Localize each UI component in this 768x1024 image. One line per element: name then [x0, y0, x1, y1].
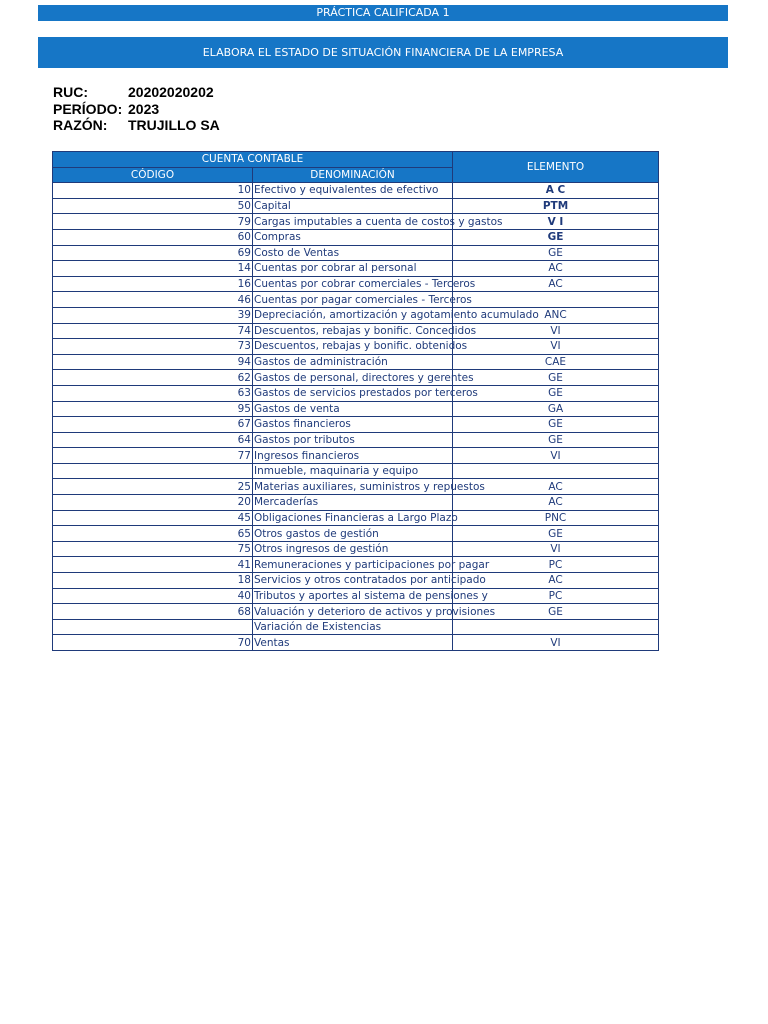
denominacion-cell[interactable]: Obligaciones Financieras a Largo Plazo [254, 511, 458, 524]
elemento-cell[interactable]: AC [453, 261, 659, 277]
table-row[interactable] [53, 370, 659, 386]
table-row[interactable] [53, 354, 659, 370]
ruc-row [53, 84, 220, 101]
codigo-cell[interactable]: 75 [53, 541, 253, 557]
periodo-row [53, 101, 220, 118]
elemento-cell[interactable]: CAE [453, 354, 659, 370]
denominacion-cell[interactable]: Gastos de personal, directores y gerentes [254, 371, 474, 384]
table-row[interactable] [53, 292, 659, 308]
codigo-cell[interactable]: 16 [53, 276, 253, 292]
denominacion-cell[interactable]: Cuentas por cobrar al personal [253, 261, 453, 277]
elemento-cell[interactable]: AC [453, 479, 659, 495]
codigo-cell[interactable]: 20 [53, 495, 253, 511]
denominacion-cell[interactable]: Gastos de venta [253, 401, 453, 417]
elemento-cell[interactable]: PC [453, 557, 659, 573]
denominacion-cell[interactable]: Otros gastos de gestión [253, 526, 453, 542]
codigo-cell[interactable]: 73 [53, 339, 253, 355]
cuenta-contable-header: CUENTA CONTABLE [53, 152, 453, 168]
codigo-cell[interactable]: 77 [53, 448, 253, 464]
table-row[interactable] [53, 541, 659, 557]
denominacion-cell[interactable]: Mercaderías [253, 495, 453, 511]
elemento-cell[interactable]: GE [453, 526, 659, 542]
ruc-label: RUC: [53, 84, 88, 100]
codigo-cell[interactable]: 79 [53, 214, 253, 230]
elemento-cell[interactable]: A C [453, 183, 659, 199]
denominacion-cell[interactable]: Cuentas por pagar comerciales - Terceros [254, 293, 472, 306]
table-row[interactable] [53, 229, 659, 245]
denominacion-cell[interactable]: Otros ingresos de gestión [253, 541, 453, 557]
denominacion-cell[interactable]: Gastos de servicios prestados por terceros [254, 387, 478, 400]
codigo-cell[interactable]: 40 [53, 588, 253, 604]
codigo-cell[interactable]: 45 [53, 510, 253, 526]
table-row[interactable] [53, 635, 659, 651]
denominacion-cell[interactable]: Ingresos financieros [253, 448, 453, 464]
table-row[interactable] [53, 417, 659, 433]
elemento-cell[interactable]: AC [453, 573, 659, 589]
codigo-cell[interactable]: 50 [53, 198, 253, 214]
elemento-cell[interactable]: GE [453, 417, 659, 433]
denominacion-cell[interactable]: Inmueble, maquinaria y equipo [253, 463, 453, 479]
periodo-label: PERÍODO: [53, 100, 123, 117]
denominacion-header: DENOMINACIÓN [253, 167, 453, 183]
codigo-cell[interactable]: 60 [53, 229, 253, 245]
table-row[interactable] [53, 510, 659, 526]
elemento-cell[interactable]: GE [453, 385, 659, 401]
elemento-header: ELEMENTO [453, 152, 659, 183]
elemento-cell[interactable]: VI [453, 323, 659, 339]
codigo-cell[interactable]: 94 [53, 354, 253, 370]
elemento-cell[interactable]: AC [453, 276, 659, 292]
elemento-cell[interactable]: GE [453, 245, 659, 261]
razon-value: TRUJILLO SA [128, 117, 220, 133]
denominacion-cell[interactable]: Cargas imputables a cuenta de costos y gastos [254, 215, 503, 228]
denominacion-cell[interactable]: Remuneraciones y participaciones por pagar [254, 558, 490, 571]
elemento-cell[interactable]: VI [453, 339, 659, 355]
denominacion-cell[interactable]: Materias auxiliares, suministros y repuestos [254, 480, 485, 493]
elemento-cell[interactable]: PTM [453, 198, 659, 214]
accounts-table [52, 151, 659, 651]
table-row[interactable] [53, 573, 659, 589]
table-row[interactable] [53, 619, 659, 635]
codigo-cell[interactable] [53, 463, 253, 479]
table-row[interactable] [53, 261, 659, 277]
table-row[interactable] [53, 604, 659, 620]
codigo-cell[interactable] [53, 619, 253, 635]
table-row[interactable] [53, 245, 659, 261]
codigo-cell[interactable]: 65 [53, 526, 253, 542]
elemento-cell[interactable]: GE [453, 370, 659, 386]
table-row[interactable] [53, 448, 659, 464]
denominacion-cell[interactable]: Efectivo y equivalentes de efectivo [253, 183, 453, 199]
elemento-cell[interactable]: GA [453, 401, 659, 417]
codigo-cell[interactable]: 10 [53, 183, 253, 199]
denominacion-cell[interactable]: Servicios y otros contratados por anticipado [254, 574, 486, 587]
elemento-cell[interactable] [453, 463, 659, 479]
codigo-cell[interactable]: 25 [53, 479, 253, 495]
codigo-cell[interactable]: 39 [53, 307, 253, 323]
elemento-cell[interactable]: GE [453, 229, 659, 245]
table-row[interactable] [53, 495, 659, 511]
codigo-cell[interactable]: 14 [53, 261, 253, 277]
codigo-cell[interactable]: 74 [53, 323, 253, 339]
elemento-cell[interactable]: VI [453, 635, 659, 651]
denominacion-cell[interactable]: Capital [253, 198, 453, 214]
table-row[interactable] [53, 385, 659, 401]
table-row[interactable] [53, 307, 659, 323]
denominacion-cell[interactable]: Cuentas por cobrar comerciales - Terceros [254, 278, 476, 291]
codigo-cell[interactable]: 67 [53, 417, 253, 433]
razon-label: RAZÓN: [53, 117, 108, 133]
table-row[interactable] [53, 323, 659, 339]
periodo-value: 2023 [128, 100, 160, 117]
table-row[interactable] [53, 588, 659, 604]
elemento-cell[interactable]: PC [453, 588, 659, 604]
denominacion-cell[interactable]: Variación de Existencias [253, 619, 453, 635]
page-title: PRÁCTICA CALIFICADA 1 [38, 5, 728, 21]
table-row[interactable] [53, 339, 659, 355]
accounts-table-body [53, 183, 659, 651]
codigo-cell[interactable]: 64 [53, 432, 253, 448]
table-row[interactable] [53, 479, 659, 495]
denominacion-cell[interactable]: Depreciación, amortización y agotamiento acumulado [254, 309, 539, 322]
denominacion-cell[interactable]: Tributos y aportes al sistema de pensiones y [254, 589, 488, 602]
elemento-cell[interactable]: GE [453, 604, 659, 620]
denominacion-cell[interactable]: Gastos financieros [253, 417, 453, 433]
table-row[interactable] [53, 183, 659, 199]
elemento-cell[interactable]: ANC [453, 307, 659, 323]
denominacion-cell[interactable]: Gastos por tributos [253, 432, 453, 448]
codigo-cell[interactable]: 18 [53, 573, 253, 589]
table-row[interactable] [53, 276, 659, 292]
denominacion-cell[interactable]: Valuación y deterioro de activos y provisiones [254, 605, 496, 618]
ruc-value: 20202020202 [128, 84, 214, 100]
codigo-header: CÓDIGO [53, 167, 253, 183]
elemento-cell[interactable]: V I [453, 214, 659, 230]
denominacion-cell[interactable]: Descuentos, rebajas y bonific. Concedidos [254, 324, 477, 337]
company-info [53, 84, 220, 134]
codigo-cell[interactable]: 68 [53, 604, 253, 620]
elemento-cell[interactable]: VI [453, 448, 659, 464]
codigo-cell[interactable]: 70 [53, 635, 253, 651]
table-row[interactable] [53, 463, 659, 479]
table-row[interactable] [53, 214, 659, 230]
table-row[interactable] [53, 401, 659, 417]
codigo-cell[interactable]: 63 [53, 385, 253, 401]
denominacion-cell[interactable]: Ventas [253, 635, 453, 651]
denominacion-cell[interactable]: Gastos de administración [253, 354, 453, 370]
codigo-cell[interactable]: 62 [53, 370, 253, 386]
codigo-cell[interactable]: 95 [53, 401, 253, 417]
codigo-cell[interactable]: 41 [53, 557, 253, 573]
elemento-cell[interactable]: PNC [453, 510, 659, 526]
table-row[interactable] [53, 557, 659, 573]
codigo-cell[interactable]: 69 [53, 245, 253, 261]
denominacion-cell[interactable]: Descuentos, rebajas y bonific. obtenidos [254, 340, 468, 353]
denominacion-cell[interactable]: Compras [253, 229, 453, 245]
elemento-cell[interactable]: VI [453, 541, 659, 557]
page-subtitle: ELABORA EL ESTADO DE SITUACIÓN FINANCIERA DE LA EMPRESA [38, 37, 728, 68]
table-row[interactable] [53, 198, 659, 214]
table-row[interactable] [53, 432, 659, 448]
elemento-cell[interactable] [453, 619, 659, 635]
razon-row [53, 117, 220, 134]
table-row[interactable] [53, 526, 659, 542]
denominacion-cell[interactable]: Costo de Ventas [253, 245, 453, 261]
elemento-cell[interactable] [453, 292, 659, 308]
elemento-cell[interactable]: GE [453, 432, 659, 448]
codigo-cell[interactable]: 46 [53, 292, 253, 308]
elemento-cell[interactable]: AC [453, 495, 659, 511]
